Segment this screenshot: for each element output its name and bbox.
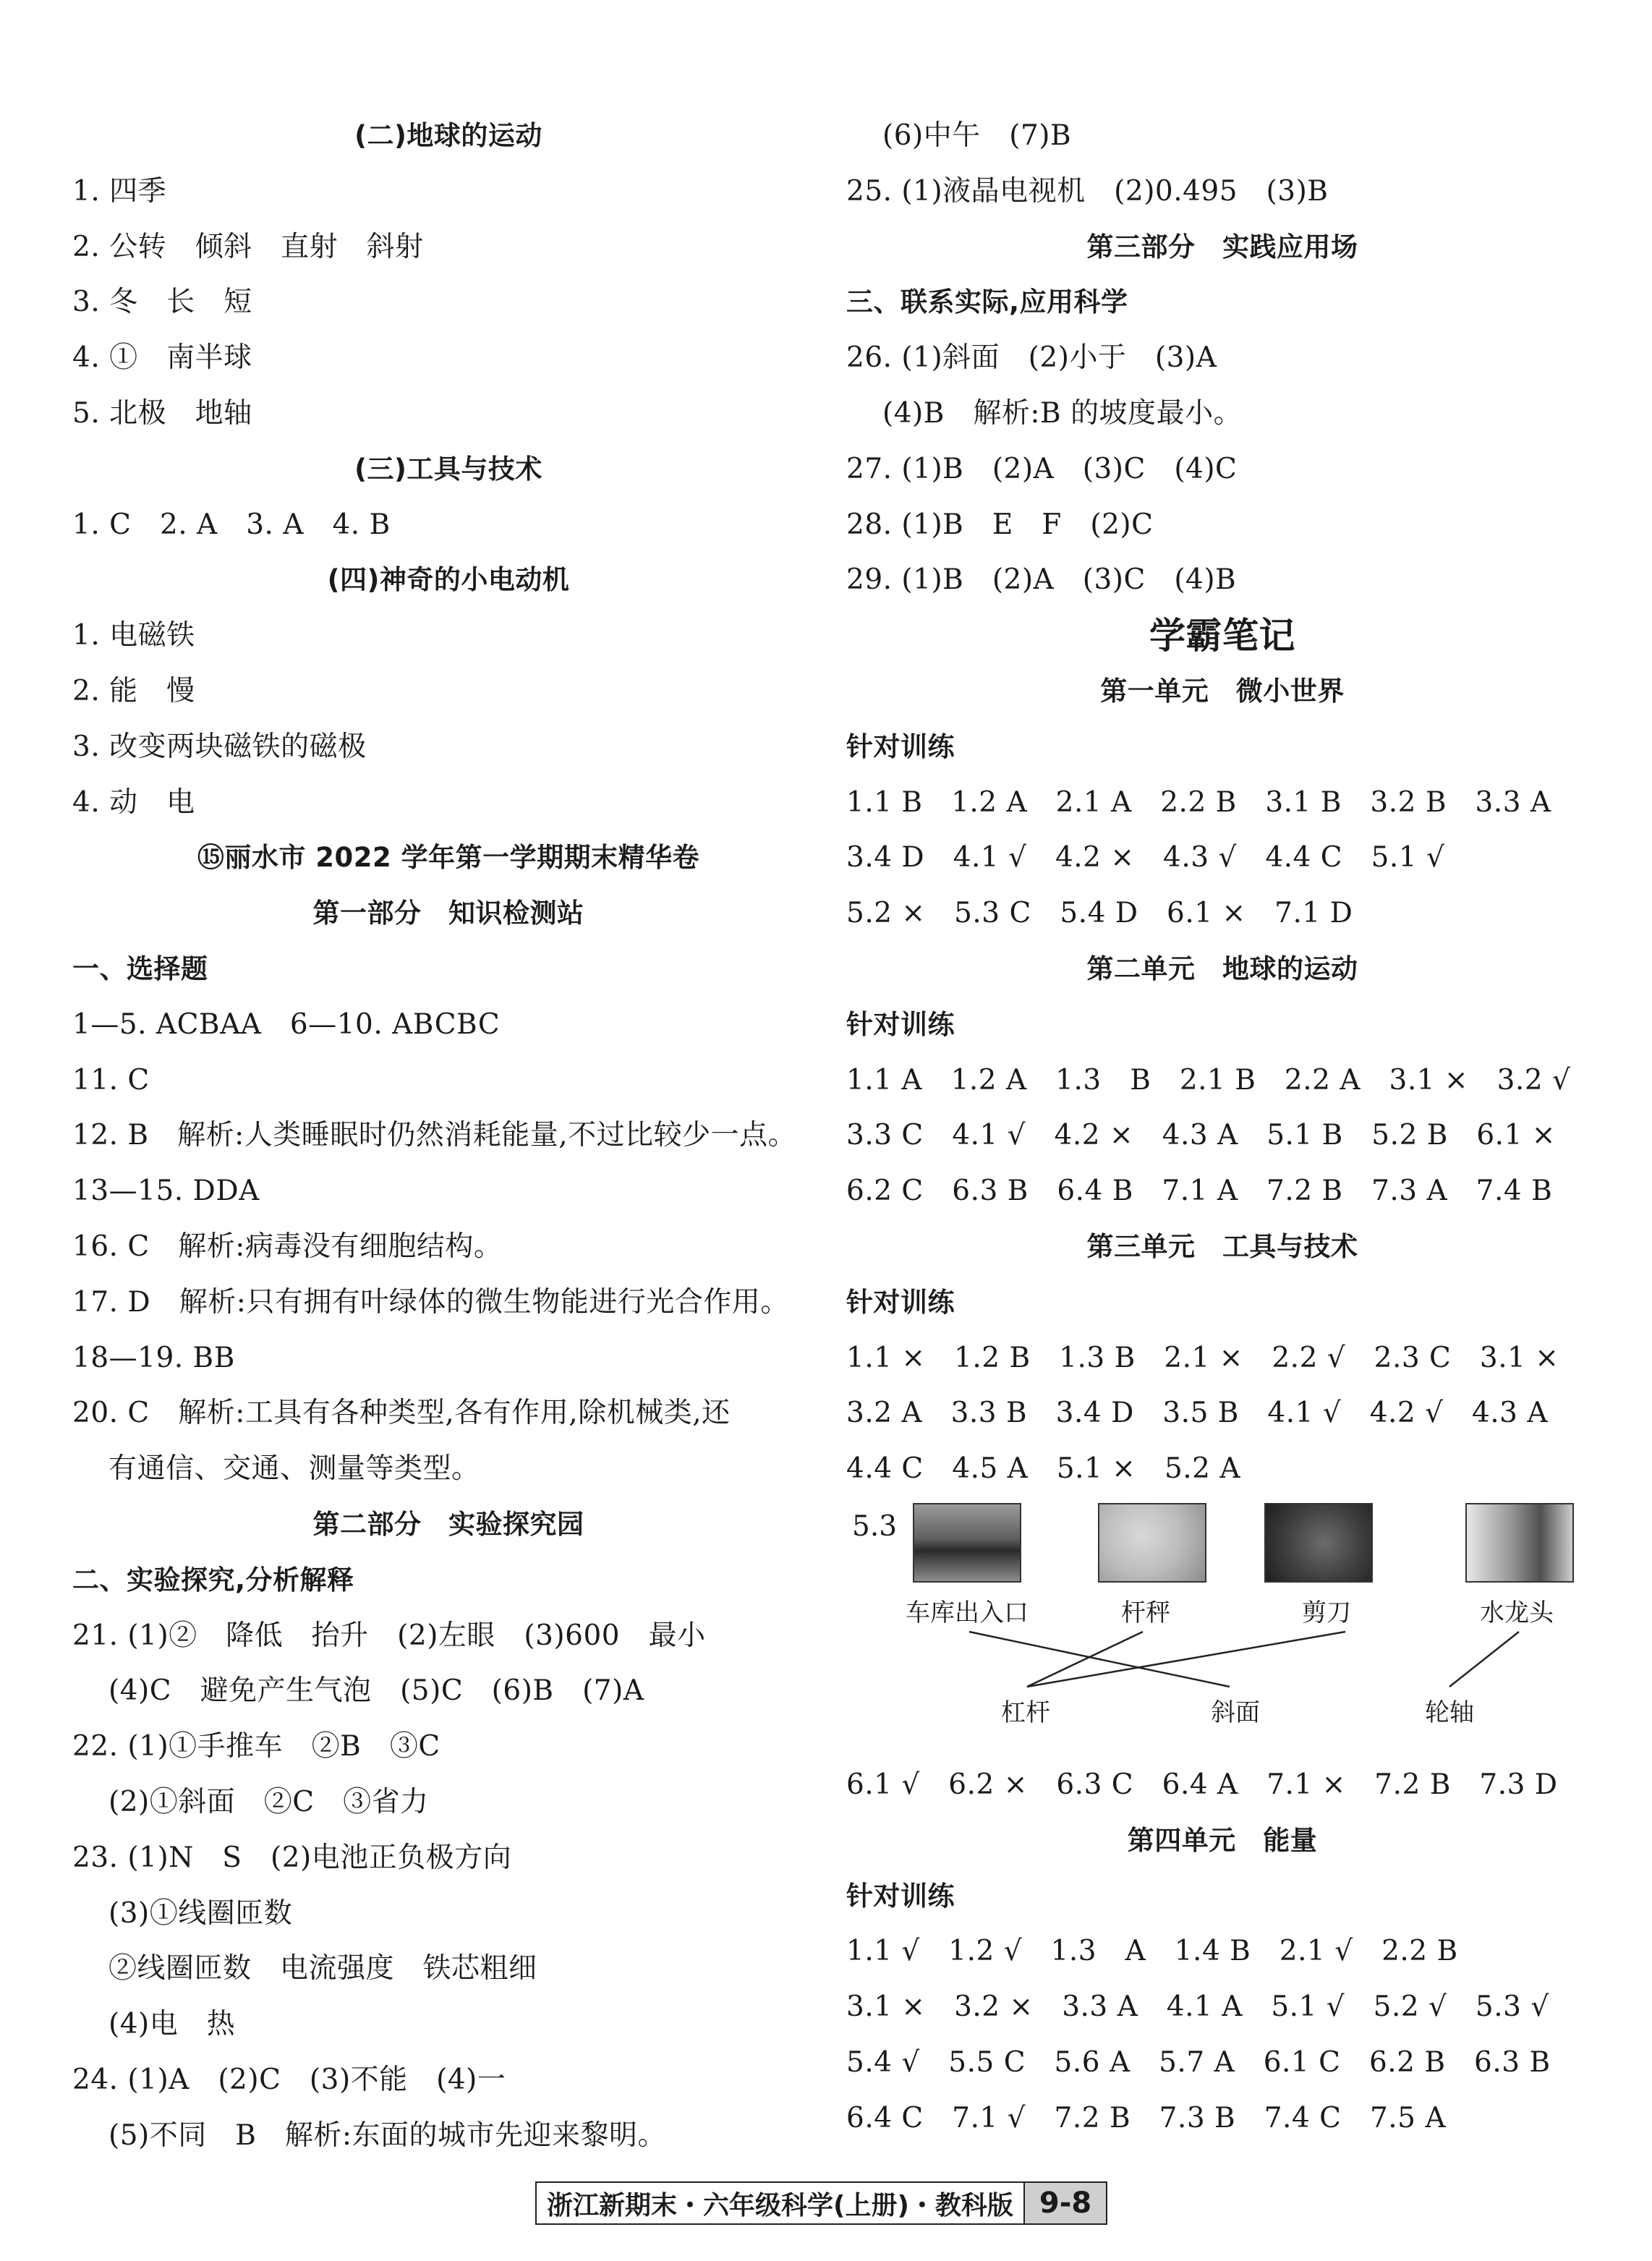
right-column-top [846,108,1598,1497]
section-heading: (三)工具与技术 [354,453,542,485]
answer-line: 26. (1)斜面 (2)小于 (3)A [846,341,1217,375]
section-heading: 第四单元 能量 [1127,1824,1318,1856]
main-heading: 学霸笔记 [1149,615,1295,657]
target-label-slope: 斜面 [1211,1698,1260,1727]
answer-line: 21. (1)② 降低 抬升 (2)左眼 (3)600 最小 [72,1619,706,1652]
section-heading: 第二部分 实验探究园 [312,1508,584,1540]
answer-line: 6.1 √ 6.2 × 6.3 C 6.4 A 7.1 × 7.2 B 7.3 D [846,1768,1558,1801]
right-column-bottom [846,1758,1598,2147]
picture-label-steelyard: 杆秤 [1121,1598,1170,1627]
target-label-lever: 杠杆 [1001,1698,1050,1727]
subsection-heading: 针对训练 [846,1008,955,1040]
answer-line: 29. (1)B (2)A (3)C (4)B [846,563,1237,597]
answer-line: 27. (1)B (2)A (3)C (4)C [846,452,1238,485]
answer-line: 1. 四季 [72,174,167,208]
answer-line-continued: (2)①斜面 ②C ③省力 [108,1785,429,1818]
answer-line: 24. (1)A (2)C (3)不能 (4)一 [72,2063,506,2096]
answer-line: 6.4 C 7.1 √ 7.2 B 7.3 B 7.4 C 7.5 A [846,2101,1447,2134]
section-heading: 第一部分 知识检测站 [312,898,584,929]
answer-line: 17. D 解析:只有拥有叶绿体的微生物能进行光合作用。 [72,1285,789,1319]
subsection-heading: 针对训练 [846,1286,955,1318]
picture-label-faucet: 水龙头 [1480,1598,1554,1627]
subsection-heading: 针对训练 [846,731,955,762]
line-faucet-to-axle [1449,1632,1519,1687]
page-number: 9-8 [1023,2183,1106,2223]
answer-line-continued: (4)B 解析:B 的坡度最小。 [882,396,1243,430]
answer-line-continued: (3)①线圈匝数 [108,1896,293,1930]
answer-line: 1. 电磁铁 [72,619,195,652]
answer-line: 18—19. BB [72,1341,235,1374]
answer-line: 11. C [72,1063,150,1097]
picture-label-scissors: 剪刀 [1302,1598,1351,1627]
answer-line: 28. (1)B E F (2)C [846,508,1154,541]
picture-label-garage: 车库出入口 [906,1598,1029,1627]
footer-title: 浙江新期末・六年级科学(上册)・教科版 [547,2190,1013,2220]
answer-line: 5. 北极 地轴 [72,396,252,430]
section-heading: 第一单元 微小世界 [1100,675,1345,707]
answer-line-continued: (6)中午 (7)B [882,119,1072,152]
answer-line: 22. (1)①手推车 ②B ③C [72,1730,440,1763]
answer-line: 3.4 D 4.1 √ 4.2 × 4.3 √ 4.4 C 5.1 √ [846,841,1445,874]
section-heading: 第二单元 地球的运动 [1086,953,1358,984]
target-label-wheel-axle: 轮轴 [1425,1698,1474,1727]
answer-line: 1.1 A 1.2 A 1.3 B 2.1 B 2.2 A 3.1 × 3.2 √ [846,1063,1571,1097]
answer-line: 6.2 C 6.3 B 6.4 B 7.1 A 7.2 B 7.3 A 7.4 B [846,1175,1553,1208]
figure-number: 5.3 [852,1510,898,1543]
answer-line: 2. 公转 倾斜 直射 斜射 [72,230,424,263]
section-heading: 第三单元 工具与技术 [1086,1230,1358,1262]
answer-line: 1.1 × 1.2 B 1.3 B 2.1 × 2.2 √ 2.3 C 3.1 × [846,1341,1559,1374]
answer-line-continued: ②线圈匝数 电流强度 铁芯粗细 [108,1952,537,1985]
answer-line: 3. 冬 长 短 [72,286,252,319]
right-column [846,108,1598,2147]
answer-line: 1. C 2. A 3. A 4. B [72,508,391,541]
answer-line: 4. ① 南半球 [72,341,252,375]
answer-line: 1—5. ACBAA 6—10. ABCBC [72,1008,501,1041]
answer-line: 23. (1)N S (2)电池正负极方向 [72,1841,512,1874]
answer-line-continued: (4)C 避免产生气泡 (5)C (6)B (7)A [108,1674,644,1708]
answer-line-continued: 有通信、交通、测量等类型。 [108,1452,480,1486]
matching-figure [846,1497,1598,1758]
answer-line: 3.1 × 3.2 × 3.3 A 4.1 A 5.1 √ 5.2 √ 5.3 √ [846,1990,1549,2024]
answer-line: 13—15. DDA [72,1175,260,1208]
answer-line-continued: (5)不同 B 解析:东面的城市先迎来黎明。 [108,2119,667,2152]
answer-line: 25. (1)液晶电视机 (2)0.495 (3)B [846,174,1329,208]
answer-line: 4.4 C 4.5 A 5.1 × 5.2 A [846,1452,1241,1486]
answer-line: 4. 动 电 [72,785,195,819]
page-footer [535,2181,1107,2225]
section-heading: (四)神奇的小电动机 [327,564,570,596]
answer-line: 12. B 解析:人类睡眠时仍然消耗能量,不过比较少一点。 [72,1119,797,1152]
subsection-heading: 三、联系实际,应用科学 [846,286,1128,318]
answer-line: 1.1 √ 1.2 √ 1.3 A 1.4 B 2.1 √ 2.2 B [846,1935,1458,1968]
subsection-heading: 二、实验探究,分析解释 [72,1564,354,1596]
subsection-heading: 一、选择题 [72,953,208,984]
line-steelyard-to-lever [1027,1632,1143,1687]
left-column [72,108,825,2163]
section-heading: (二)地球的运动 [354,120,542,151]
answer-line: 3.2 A 3.3 B 3.4 D 3.5 B 4.1 √ 4.2 √ 4.3 A [846,1397,1549,1430]
answer-line-continued: (4)电 热 [108,2008,236,2041]
answer-line: 5.2 × 5.3 C 5.4 D 6.1 × 7.1 D [846,897,1353,930]
answer-line: 3.3 C 4.1 √ 4.2 × 4.3 A 5.1 B 5.2 B 6.1 × [846,1119,1556,1152]
section-heading: 第三部分 实践应用场 [1086,231,1358,263]
subsection-heading: 针对训练 [846,1880,955,1912]
section-heading: ⑮丽水市 2022 学年第一学期期末精华卷 [197,842,700,874]
answer-line: 2. 能 慢 [72,674,195,707]
answer-line: 16. C 解析:病毒没有细胞结构。 [72,1230,503,1263]
answer-line: 3. 改变两块磁铁的磁极 [72,730,367,763]
answer-line: 20. C 解析:工具有各种类型,各有作用,除机械类,还 [72,1397,731,1430]
answer-line: 1.1 B 1.2 A 2.1 A 2.2 B 3.1 B 3.2 B 3.3 A [846,785,1551,819]
answer-line: 5.4 √ 5.5 C 5.6 A 5.7 A 6.1 C 6.2 B 6.3 B [846,2045,1551,2079]
